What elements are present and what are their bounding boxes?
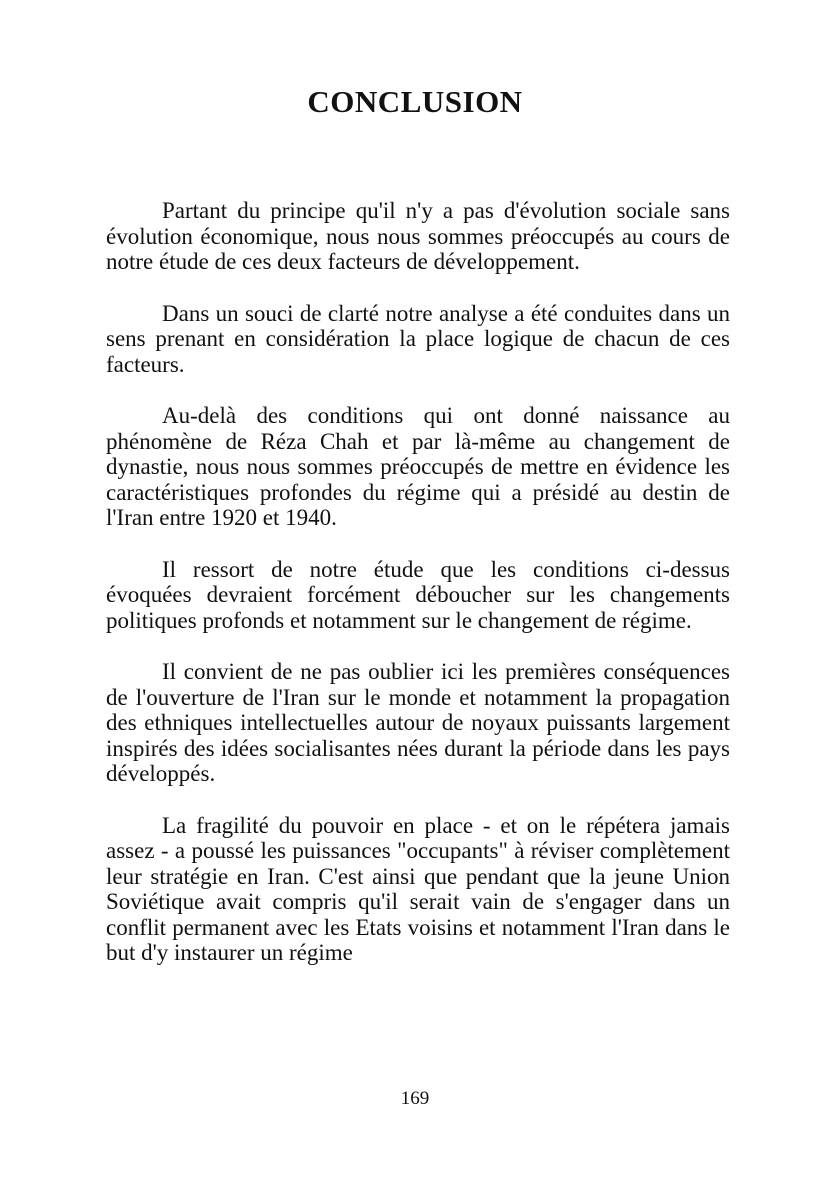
paragraph-3: Au-delà des conditions qui ont donné naissance au phénomène de Réza Chah et par là-même au changement de dynastie, nous nous sommes préoccupés de mettre en évidence les caractéristiques profondes du régime qui a présidé au destin de l'Iran entre 1920 et 1940. <box>106 403 730 530</box>
page-title: CONCLUSION <box>307 84 523 119</box>
paragraph-1: Partant du principe qu'il n'y a pas d'évolution sociale sans évolution économique, nous nous sommes préoccupés au cours de notre étude de ces deux facteurs de développement. <box>106 198 730 274</box>
page-number: 169 <box>400 1088 430 1109</box>
paragraph-4: Il ressort de notre étude que les conditions ci-dessus évoquées devraient forcément déboucher sur les changements politiques profonds et notamment sur le changement de régime. <box>106 556 730 633</box>
paragraph-5: Il convient de ne pas oublier ici les premières conséquences de l'ouverture de l'Iran sur le monde et notamment la propagation des ethniques intellectuelles autour de noyaux puissants largement inspirés des idées socialisantes nées durant la période dans les pays développés. <box>106 659 730 786</box>
body-text <box>106 198 730 992</box>
paragraph-2: Dans un souci de clarté notre analyse a été conduites dans un sens prenant en considération la place logique de chacun de ces facteurs. <box>106 300 730 377</box>
paragraph-6: La fragilité du pouvoir en place - et on le répétera jamais assez - a poussé les puissances "occupants" à réviser complètement leur stratégie en Iran. C'est ainsi que pendant que la jeune Union Soviétique avait compris qu'il serait vain de s'engager dans un conflit permanent avec les Etats voisins et notamment l'Iran dans le but d'y instaurer un régime <box>106 812 730 965</box>
